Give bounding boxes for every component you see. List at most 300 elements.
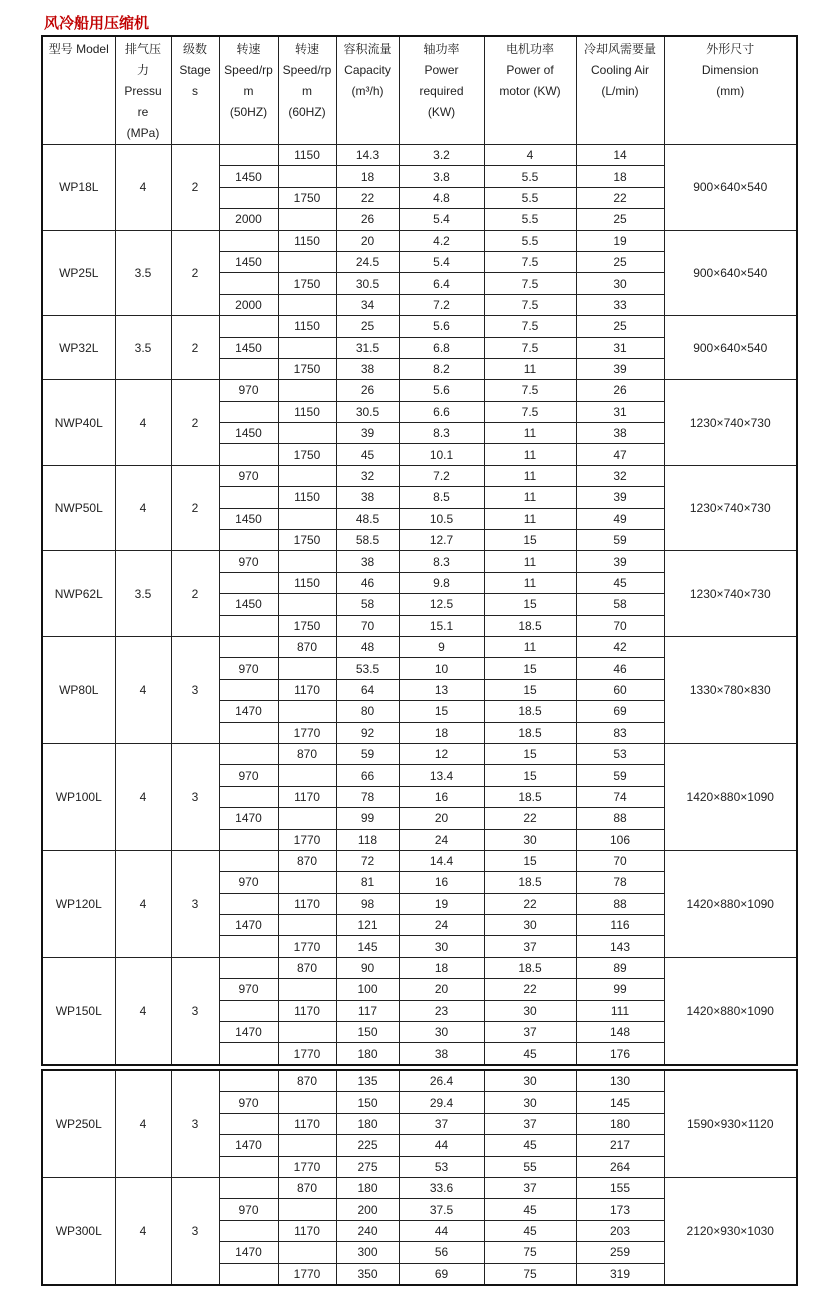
header-line: (MPa) — [126, 126, 160, 140]
capacity-cell: 275 — [336, 1156, 399, 1177]
speed-60hz-cell: 870 — [278, 957, 336, 978]
capacity-cell: 150 — [336, 1092, 399, 1113]
power-required-cell: 15 — [399, 701, 484, 722]
dimension-cell: 1230×740×730 — [664, 465, 797, 551]
dimension-cell: 1330×780×830 — [664, 636, 797, 743]
speed-50hz-cell: 1450 — [219, 166, 278, 187]
speed-50hz-cell — [219, 615, 278, 636]
speed-60hz-cell — [278, 1199, 336, 1220]
power-required-cell: 8.2 — [399, 358, 484, 379]
motor-power-cell: 11 — [484, 551, 576, 572]
speed-60hz-cell — [278, 979, 336, 1000]
speed-50hz-cell: 1450 — [219, 251, 278, 272]
cooling-air-cell: 31 — [576, 401, 664, 422]
motor-power-cell: 18.5 — [484, 615, 576, 636]
cooling-air-cell: 39 — [576, 358, 664, 379]
speed-50hz-cell — [219, 1220, 278, 1241]
cooling-air-cell: 18 — [576, 166, 664, 187]
speed-60hz-cell: 870 — [278, 743, 336, 764]
speed-50hz-cell — [219, 893, 278, 914]
dimension-cell: 1230×740×730 — [664, 551, 797, 637]
capacity-cell: 22 — [336, 187, 399, 208]
speed-60hz-cell — [278, 337, 336, 358]
stages-cell: 2 — [171, 380, 219, 466]
speed-60hz-cell: 870 — [278, 636, 336, 657]
capacity-cell: 30.5 — [336, 401, 399, 422]
capacity-cell: 99 — [336, 808, 399, 829]
speed-50hz-cell: 1450 — [219, 423, 278, 444]
pressure-cell: 4 — [115, 465, 171, 551]
speed-60hz-cell — [278, 465, 336, 486]
speed-50hz-cell — [219, 401, 278, 422]
motor-power-cell: 7.5 — [484, 294, 576, 315]
dimension-cell: 1420×880×1090 — [664, 850, 797, 957]
cooling-air-cell: 45 — [576, 572, 664, 593]
cooling-air-cell: 39 — [576, 487, 664, 508]
header-line: m — [302, 84, 312, 98]
stages-cell: 3 — [171, 743, 219, 850]
header-line: Dimension — [701, 63, 759, 77]
stages-cell: 3 — [171, 1070, 219, 1177]
header-line: 容积流量 — [343, 42, 392, 56]
motor-power-cell: 7.5 — [484, 251, 576, 272]
motor-power-cell: 15 — [484, 594, 576, 615]
power-required-cell: 14.4 — [399, 850, 484, 871]
speed-60hz-cell: 1150 — [278, 230, 336, 251]
power-required-cell: 12.7 — [399, 530, 484, 551]
motor-power-cell: 11 — [484, 465, 576, 486]
speed-50hz-cell — [219, 572, 278, 593]
pressure-cell: 3.5 — [115, 316, 171, 380]
header-capacity — [336, 36, 399, 145]
motor-power-cell: 15 — [484, 658, 576, 679]
header-line: 级数 — [182, 42, 207, 56]
speed-60hz-cell: 1170 — [278, 893, 336, 914]
capacity-cell: 18 — [336, 166, 399, 187]
speed-50hz-cell: 1470 — [219, 1022, 278, 1043]
power-required-cell: 53 — [399, 1156, 484, 1177]
motor-power-cell: 30 — [484, 1070, 576, 1092]
table-row — [42, 636, 797, 657]
capacity-cell: 90 — [336, 957, 399, 978]
header-line: 型号 Model — [48, 42, 109, 56]
speed-50hz-cell: 1470 — [219, 1135, 278, 1156]
speed-60hz-cell: 1170 — [278, 1000, 336, 1021]
cooling-air-cell: 53 — [576, 743, 664, 764]
motor-power-cell: 37 — [484, 1022, 576, 1043]
capacity-cell: 72 — [336, 850, 399, 871]
capacity-cell: 59 — [336, 743, 399, 764]
cooling-air-cell: 143 — [576, 936, 664, 957]
cooling-air-cell: 58 — [576, 594, 664, 615]
pressure-cell: 3.5 — [115, 551, 171, 637]
header-line: Cooling Air — [590, 63, 650, 77]
power-required-cell: 16 — [399, 872, 484, 893]
motor-power-cell: 30 — [484, 1000, 576, 1021]
speed-60hz-cell: 1150 — [278, 145, 336, 166]
power-required-cell: 15.1 — [399, 615, 484, 636]
speed-60hz-cell: 870 — [278, 1070, 336, 1092]
pressure-cell: 4 — [115, 1177, 171, 1284]
header-line: Pressu — [124, 84, 162, 98]
header-speed-60hz — [278, 36, 336, 145]
cooling-air-cell: 49 — [576, 508, 664, 529]
motor-power-cell: 15 — [484, 850, 576, 871]
model-cell: WP80L — [42, 636, 115, 743]
speed-60hz-cell — [278, 872, 336, 893]
speed-60hz-cell — [278, 808, 336, 829]
capacity-cell: 46 — [336, 572, 399, 593]
capacity-cell: 92 — [336, 722, 399, 743]
cooling-air-cell: 145 — [576, 1092, 664, 1113]
speed-50hz-cell: 970 — [219, 1199, 278, 1220]
stages-cell: 2 — [171, 551, 219, 637]
power-required-cell: 8.3 — [399, 551, 484, 572]
power-required-cell: 12 — [399, 743, 484, 764]
power-required-cell: 10 — [399, 658, 484, 679]
speed-60hz-cell: 1150 — [278, 401, 336, 422]
header-line: 排气压 — [124, 42, 161, 56]
speed-60hz-cell: 1750 — [278, 615, 336, 636]
speed-50hz-cell: 2000 — [219, 294, 278, 315]
cooling-air-cell: 19 — [576, 230, 664, 251]
cooling-air-cell: 38 — [576, 423, 664, 444]
speed-60hz-cell — [278, 1092, 336, 1113]
speed-50hz-cell: 970 — [219, 872, 278, 893]
capacity-cell: 30.5 — [336, 273, 399, 294]
speed-50hz-cell — [219, 358, 278, 379]
power-required-cell: 3.8 — [399, 166, 484, 187]
speed-50hz-cell — [219, 444, 278, 465]
header-line: Stage — [179, 63, 211, 77]
motor-power-cell: 45 — [484, 1135, 576, 1156]
speed-50hz-cell — [219, 1156, 278, 1177]
power-required-cell: 18 — [399, 722, 484, 743]
speed-60hz-cell: 1170 — [278, 679, 336, 700]
dimension-cell: 900×640×540 — [664, 145, 797, 231]
motor-power-cell: 5.5 — [484, 209, 576, 230]
header-motor-power — [484, 36, 576, 145]
motor-power-cell: 22 — [484, 808, 576, 829]
capacity-cell: 48 — [336, 636, 399, 657]
capacity-cell: 58.5 — [336, 530, 399, 551]
speed-50hz-cell: 1450 — [219, 337, 278, 358]
speed-50hz-cell — [219, 743, 278, 764]
speed-50hz-cell — [219, 786, 278, 807]
motor-power-cell: 15 — [484, 679, 576, 700]
motor-power-cell: 4 — [484, 145, 576, 166]
cooling-air-cell: 259 — [576, 1242, 664, 1263]
speed-60hz-cell — [278, 701, 336, 722]
motor-power-cell: 37 — [484, 1113, 576, 1134]
pressure-cell: 4 — [115, 380, 171, 466]
motor-power-cell: 11 — [484, 358, 576, 379]
motor-power-cell: 7.5 — [484, 273, 576, 294]
speed-60hz-cell: 1750 — [278, 444, 336, 465]
speed-60hz-cell: 870 — [278, 850, 336, 871]
model-cell: WP150L — [42, 957, 115, 1064]
cooling-air-cell: 59 — [576, 530, 664, 551]
motor-power-cell: 37 — [484, 1177, 576, 1198]
power-required-cell: 16 — [399, 786, 484, 807]
speed-60hz-cell: 1750 — [278, 358, 336, 379]
header-pressure — [115, 36, 171, 145]
cooling-air-cell: 111 — [576, 1000, 664, 1021]
motor-power-cell: 22 — [484, 893, 576, 914]
pressure-cell: 4 — [115, 850, 171, 957]
table-row — [42, 551, 797, 572]
motor-power-cell: 15 — [484, 743, 576, 764]
table-row — [42, 1070, 797, 1092]
speed-50hz-cell — [219, 1263, 278, 1285]
power-required-cell: 20 — [399, 979, 484, 1000]
header-line: (50HZ) — [229, 105, 268, 119]
power-required-cell: 6.8 — [399, 337, 484, 358]
capacity-cell: 81 — [336, 872, 399, 893]
power-required-cell: 44 — [399, 1220, 484, 1241]
speed-50hz-cell — [219, 1070, 278, 1092]
model-cell: NWP50L — [42, 465, 115, 551]
power-required-cell: 24 — [399, 829, 484, 850]
motor-power-cell: 18.5 — [484, 701, 576, 722]
capacity-cell: 38 — [336, 487, 399, 508]
capacity-cell: 121 — [336, 915, 399, 936]
dimension-cell: 1420×880×1090 — [664, 957, 797, 1064]
motor-power-cell: 30 — [484, 829, 576, 850]
cooling-air-cell: 33 — [576, 294, 664, 315]
speed-50hz-cell: 970 — [219, 658, 278, 679]
speed-50hz-cell — [219, 722, 278, 743]
cooling-air-cell: 47 — [576, 444, 664, 465]
table-row — [42, 316, 797, 337]
speed-50hz-cell: 970 — [219, 979, 278, 1000]
capacity-cell: 26 — [336, 380, 399, 401]
cooling-air-cell: 69 — [576, 701, 664, 722]
speed-60hz-cell — [278, 380, 336, 401]
pressure-cell: 4 — [115, 743, 171, 850]
power-required-cell: 8.5 — [399, 487, 484, 508]
header-row — [42, 36, 797, 145]
dimension-cell: 2120×930×1030 — [664, 1177, 797, 1284]
speed-50hz-cell — [219, 1000, 278, 1021]
capacity-cell: 225 — [336, 1135, 399, 1156]
capacity-cell: 26 — [336, 209, 399, 230]
header-line: motor (KW) — [499, 84, 561, 98]
header-line: 电机功率 — [505, 42, 554, 56]
power-required-cell: 10.5 — [399, 508, 484, 529]
speed-50hz-cell — [219, 187, 278, 208]
speed-50hz-cell: 2000 — [219, 209, 278, 230]
power-required-cell: 30 — [399, 936, 484, 957]
header-line: Speed/rp — [282, 63, 332, 77]
cooling-air-cell: 264 — [576, 1156, 664, 1177]
power-required-cell: 18 — [399, 957, 484, 978]
cooling-air-cell: 116 — [576, 915, 664, 936]
speed-50hz-cell: 1450 — [219, 508, 278, 529]
capacity-cell: 300 — [336, 1242, 399, 1263]
cooling-air-cell: 25 — [576, 316, 664, 337]
speed-50hz-cell — [219, 679, 278, 700]
dimension-cell: 900×640×540 — [664, 316, 797, 380]
motor-power-cell: 55 — [484, 1156, 576, 1177]
power-required-cell: 37.5 — [399, 1199, 484, 1220]
speed-60hz-cell: 1770 — [278, 936, 336, 957]
pressure-cell: 4 — [115, 1070, 171, 1177]
speed-50hz-cell: 1470 — [219, 701, 278, 722]
motor-power-cell: 37 — [484, 936, 576, 957]
model-cell: WP100L — [42, 743, 115, 850]
power-required-cell: 3.2 — [399, 145, 484, 166]
capacity-cell: 20 — [336, 230, 399, 251]
model-cell: WP250L — [42, 1070, 115, 1177]
speed-60hz-cell — [278, 551, 336, 572]
cooling-air-cell: 89 — [576, 957, 664, 978]
motor-power-cell: 22 — [484, 979, 576, 1000]
table-row — [42, 743, 797, 764]
cooling-air-cell: 148 — [576, 1022, 664, 1043]
table-row — [42, 145, 797, 166]
capacity-cell: 180 — [336, 1043, 399, 1065]
header-cooling-air — [576, 36, 664, 145]
speed-60hz-cell — [278, 423, 336, 444]
header-line: (L/min) — [601, 84, 639, 98]
speed-60hz-cell: 1170 — [278, 786, 336, 807]
header-model — [42, 36, 115, 145]
cooling-air-cell: 173 — [576, 1199, 664, 1220]
table-row — [42, 850, 797, 871]
motor-power-cell: 7.5 — [484, 337, 576, 358]
cooling-air-cell: 88 — [576, 893, 664, 914]
dimension-cell: 900×640×540 — [664, 230, 797, 316]
motor-power-cell: 45 — [484, 1043, 576, 1065]
pressure-cell: 4 — [115, 957, 171, 1064]
power-required-cell: 24 — [399, 915, 484, 936]
power-required-cell: 7.2 — [399, 465, 484, 486]
capacity-cell: 64 — [336, 679, 399, 700]
cooling-air-cell: 42 — [576, 636, 664, 657]
speed-60hz-cell: 1770 — [278, 829, 336, 850]
cooling-air-cell: 88 — [576, 808, 664, 829]
header-line: Power — [424, 63, 459, 77]
speed-50hz-cell: 970 — [219, 465, 278, 486]
motor-power-cell: 5.5 — [484, 187, 576, 208]
header-dimension — [664, 36, 797, 145]
dimension-cell: 1590×930×1120 — [664, 1070, 797, 1177]
power-required-cell: 6.4 — [399, 273, 484, 294]
motor-power-cell: 11 — [484, 487, 576, 508]
cooling-air-cell: 31 — [576, 337, 664, 358]
speed-50hz-cell — [219, 316, 278, 337]
motor-power-cell: 15 — [484, 530, 576, 551]
spec-table — [41, 35, 798, 1066]
motor-power-cell: 45 — [484, 1220, 576, 1241]
motor-power-cell: 11 — [484, 636, 576, 657]
cooling-air-cell: 30 — [576, 273, 664, 294]
power-required-cell: 4.2 — [399, 230, 484, 251]
cooling-air-cell: 25 — [576, 251, 664, 272]
model-cell: NWP62L — [42, 551, 115, 637]
speed-50hz-cell — [219, 145, 278, 166]
stages-cell: 3 — [171, 957, 219, 1064]
header-line: (60HZ) — [288, 105, 326, 119]
stages-cell: 2 — [171, 465, 219, 551]
header-line: Capacity — [344, 63, 391, 77]
speed-50hz-cell: 1470 — [219, 808, 278, 829]
header-line: s — [192, 84, 198, 98]
speed-60hz-cell: 1770 — [278, 722, 336, 743]
speed-50hz-cell — [219, 1043, 278, 1065]
stages-cell: 2 — [171, 230, 219, 316]
speed-50hz-cell — [219, 273, 278, 294]
capacity-cell: 25 — [336, 316, 399, 337]
power-required-cell: 20 — [399, 808, 484, 829]
capacity-cell: 39 — [336, 423, 399, 444]
motor-power-cell: 15 — [484, 765, 576, 786]
motor-power-cell: 11 — [484, 572, 576, 593]
speed-50hz-cell: 970 — [219, 380, 278, 401]
motor-power-cell: 5.5 — [484, 230, 576, 251]
cooling-air-cell: 99 — [576, 979, 664, 1000]
speed-50hz-cell — [219, 530, 278, 551]
power-required-cell: 6.6 — [399, 401, 484, 422]
pressure-cell: 4 — [115, 145, 171, 231]
power-required-cell: 26.4 — [399, 1070, 484, 1092]
motor-power-cell: 18.5 — [484, 786, 576, 807]
motor-power-cell: 11 — [484, 508, 576, 529]
power-required-cell: 8.3 — [399, 423, 484, 444]
model-cell: WP25L — [42, 230, 115, 316]
cooling-air-cell: 32 — [576, 465, 664, 486]
speed-50hz-cell: 970 — [219, 551, 278, 572]
header-line: (KW) — [427, 105, 456, 119]
cooling-air-cell: 106 — [576, 829, 664, 850]
speed-60hz-cell — [278, 915, 336, 936]
spec-table-continued — [41, 1069, 798, 1286]
cooling-air-cell: 180 — [576, 1113, 664, 1134]
cooling-air-cell: 155 — [576, 1177, 664, 1198]
capacity-cell: 70 — [336, 615, 399, 636]
capacity-cell: 118 — [336, 829, 399, 850]
stages-cell: 2 — [171, 316, 219, 380]
capacity-cell: 98 — [336, 893, 399, 914]
power-required-cell: 30 — [399, 1022, 484, 1043]
power-required-cell: 5.4 — [399, 209, 484, 230]
power-required-cell: 5.6 — [399, 380, 484, 401]
motor-power-cell: 18.5 — [484, 957, 576, 978]
motor-power-cell: 7.5 — [484, 380, 576, 401]
speed-60hz-cell — [278, 508, 336, 529]
power-required-cell: 4.8 — [399, 187, 484, 208]
cooling-air-cell: 14 — [576, 145, 664, 166]
speed-60hz-cell: 870 — [278, 1177, 336, 1198]
header-line: re — [137, 105, 149, 119]
model-cell: WP18L — [42, 145, 115, 231]
cooling-air-cell: 26 — [576, 380, 664, 401]
capacity-cell: 150 — [336, 1022, 399, 1043]
header-line: 力 — [136, 63, 149, 77]
header-line: Speed/rp — [224, 63, 273, 77]
capacity-cell: 117 — [336, 1000, 399, 1021]
pressure-cell: 4 — [115, 636, 171, 743]
cooling-air-cell: 78 — [576, 872, 664, 893]
cooling-air-cell: 130 — [576, 1070, 664, 1092]
speed-60hz-cell — [278, 294, 336, 315]
speed-60hz-cell: 1150 — [278, 316, 336, 337]
capacity-cell: 32 — [336, 465, 399, 486]
speed-50hz-cell — [219, 829, 278, 850]
power-required-cell: 37 — [399, 1113, 484, 1134]
capacity-cell: 80 — [336, 701, 399, 722]
